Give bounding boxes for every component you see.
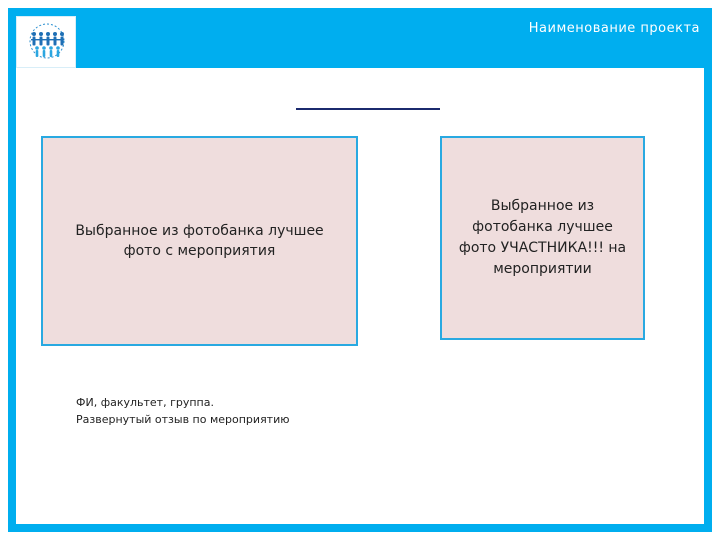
header-bar (8, 8, 712, 68)
logo (16, 16, 76, 68)
people-chain-logo-icon (17, 17, 77, 69)
project-title: Наименование проекта (528, 21, 700, 36)
event-photo-placeholder (41, 136, 358, 346)
review-block (76, 394, 290, 428)
slide-content (16, 68, 704, 524)
participant-photo-placeholder (440, 136, 645, 340)
title-underline (296, 108, 440, 110)
review-text: Развернутый отзыв по мероприятию (76, 413, 290, 426)
event-photo-caption: Выбранное из фотобанка лучшее фото с мероприятия (75, 223, 324, 259)
review-author: ФИ, факультет, группа. (76, 396, 214, 409)
slide-frame (8, 8, 712, 532)
participant-photo-caption: Выбранное из фотобанка лучшее фото УЧАСТНИКА!!! на мероприятии (458, 198, 627, 277)
